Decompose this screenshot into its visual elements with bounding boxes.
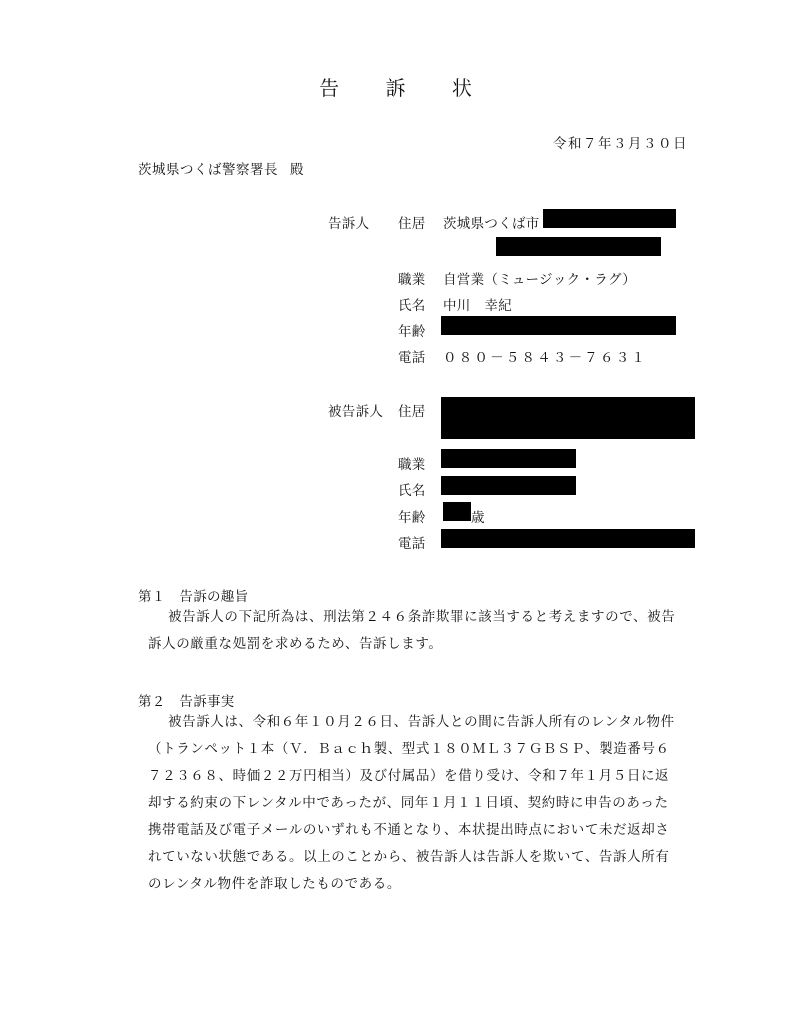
complainant-phone-value: ０８０－５８４３－７６３１	[443, 350, 648, 366]
complainant-address-label: 住居	[398, 216, 426, 232]
section2-body	[138, 709, 675, 898]
section2-line: 却する約束の下レンタル中であったが、同年１月１１日頃、契約時に申告のあった	[148, 795, 669, 811]
redaction-accused-address	[441, 397, 695, 439]
redaction-accused-phone	[441, 529, 695, 548]
document-date: 令和７年３月３０日	[553, 136, 688, 152]
section2-line: ７２３６８、時価２２万円相当）及び付属品）を借り受け、令和７年１月５日に返	[148, 768, 670, 784]
complainant-phone-label: 電話	[398, 350, 426, 366]
complainant-occupation-label: 職業	[398, 272, 426, 288]
addressee	[138, 158, 304, 178]
complainant-age-label: 年齢	[398, 324, 426, 340]
section2-line: （トランペット１本（Ｖ．Ｂａｃｈ製、型式１８０ＭＬ３７ＧＢＳＰ、製造番号６	[148, 741, 670, 757]
section2-heading: 第２ 告訴事実	[138, 694, 235, 710]
complainant-name-label: 氏名	[398, 298, 426, 314]
section1-line: 訴人の厳重な処罰を求めるため、告訴します。	[148, 636, 443, 652]
accused-age-label: 年齢	[398, 510, 426, 526]
redaction-accused-age	[443, 502, 471, 521]
section1-body	[138, 604, 675, 658]
complainant-occupation-value: 自営業（ミュージック・ラグ）	[443, 272, 637, 288]
redaction-accused-occupation	[441, 449, 576, 468]
section2-line: 携帯電話及び電子メールのいずれも不通となり、本状提出時点において未だ返却さ	[148, 822, 670, 838]
redaction-accused-name	[441, 476, 576, 495]
accused-name-label: 氏名	[398, 483, 426, 499]
complainant-role: 告訴人	[328, 216, 370, 232]
addressee-honorific: 殿	[290, 162, 304, 178]
redaction-complainant-address-1	[543, 209, 676, 228]
document-title: 告 訴 状	[319, 76, 492, 100]
accused-occupation-label: 職業	[398, 457, 426, 473]
section2-line: れていない状態である。以上のことから、被告訴人は告訴人を欺いて、告訴人所有	[148, 849, 670, 865]
complainant-address-value: 茨城県つくば市	[443, 216, 540, 232]
accused-age-suffix: 歳	[471, 510, 485, 526]
accused-phone-label: 電話	[398, 536, 426, 552]
section2-line: 被告訴人は、令和６年１０月２６日、告訴人との間に告訴人所有のレンタル物件	[168, 714, 675, 730]
addressee-name: 茨城県つくば警察署長	[138, 162, 278, 178]
redaction-complainant-age	[441, 316, 676, 335]
complainant-name-value: 中川 幸紀	[443, 298, 512, 314]
section1-line: 被告訴人の下記所為は、刑法第２４６条詐欺罪に該当すると考えますので、被告	[168, 609, 676, 625]
accused-address-label: 住居	[398, 404, 426, 420]
section2-line: のレンタル物件を詐取したものである。	[148, 876, 401, 892]
redaction-complainant-address-2	[496, 237, 661, 256]
section1-heading: 第１ 告訴の趣旨	[138, 589, 249, 605]
accused-role: 被告訴人	[328, 404, 384, 420]
